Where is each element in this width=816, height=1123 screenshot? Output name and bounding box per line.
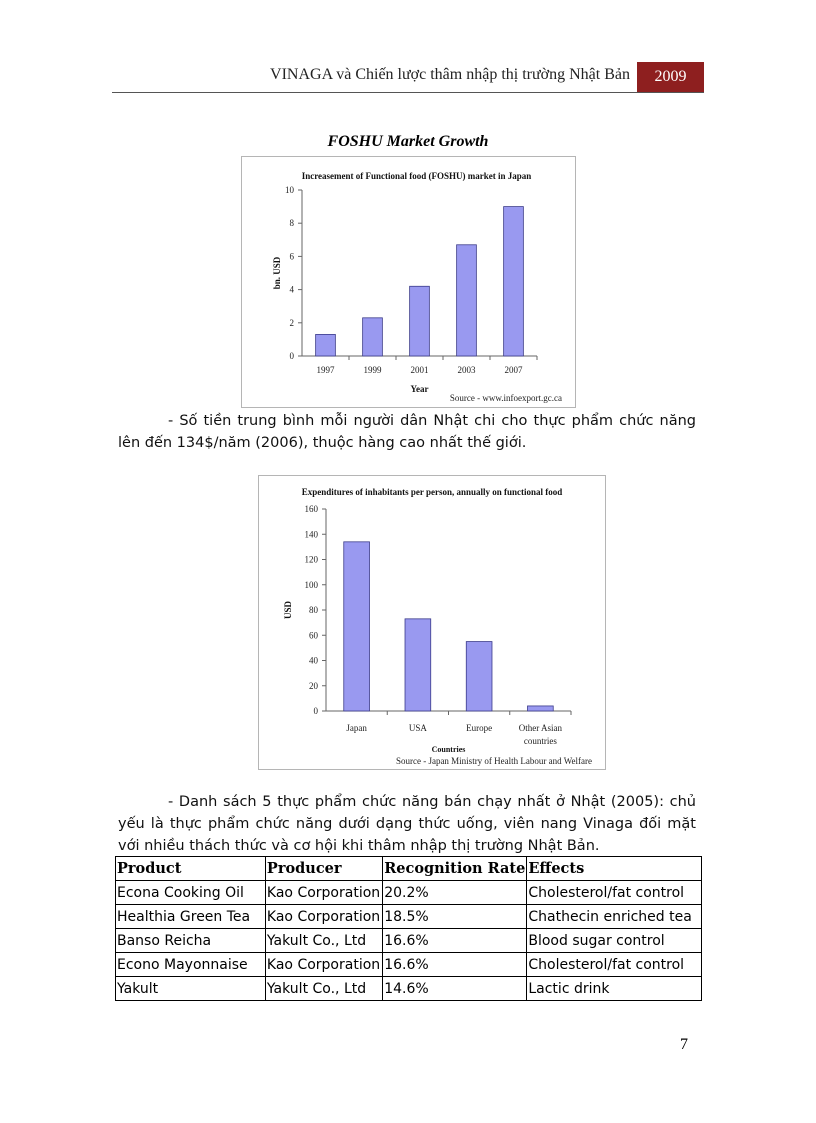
x-axis-title: Year <box>410 384 429 394</box>
x-category-label: 2003 <box>457 365 476 375</box>
x-category-label: 2007 <box>504 365 523 375</box>
y-tick-label: 80 <box>309 605 318 615</box>
x-axis-title: Countries <box>431 745 466 754</box>
table-cell-rate: 20.2% <box>383 881 527 905</box>
x-category-label: 1997 <box>316 365 335 375</box>
y-tick-label: 4 <box>289 284 294 295</box>
table-cell-producer: Yakult Co., Ltd <box>265 977 382 1001</box>
table-cell-product: Yakult <box>116 977 266 1001</box>
chart-source: Source - www.infoexport.gc.ca <box>449 393 562 403</box>
x-category-label: Japan <box>346 723 367 733</box>
paragraph-top-products: - Danh sách 5 thực phẩm chức năng bán chạy nhất ở Nhật (2005): chủ yếu là thực phẩm chức năng dưới dạng thức uống, viên nang Vinaga đối mặt với nhiều thách thức và cơ hội khi thâm nhập thị trường Nhật Bản. <box>118 794 696 854</box>
header-title: VINAGA và Chiến lược thâm nhập thị trường Nhật Bản <box>270 66 630 83</box>
table-cell-producer: Kao Corporation <box>265 905 382 929</box>
y-axis-title: USD <box>283 600 293 620</box>
header-divider <box>112 92 704 93</box>
table-cell-effects: Cholesterol/fat control <box>527 953 702 977</box>
y-tick-label: 20 <box>309 680 318 691</box>
foshu-market-chart <box>241 156 576 408</box>
chart-bar <box>363 318 383 356</box>
table-cell-rate: 16.6% <box>383 953 527 977</box>
table-cell-product: Banso Reicha <box>116 929 266 953</box>
y-tick-label: 2 <box>289 317 294 328</box>
table-cell-rate: 14.6% <box>383 977 527 1001</box>
chart-source: Source - Japan Ministry of Health Labour and Welfare <box>395 756 592 766</box>
expenditure-chart-svg <box>259 476 605 769</box>
y-tick-label: 6 <box>289 251 294 262</box>
table-cell-effects: Blood sugar control <box>527 929 702 953</box>
column-header-recognition-rate: Recognition Rate <box>383 857 527 881</box>
products-table <box>115 856 702 1001</box>
y-tick-label: 120 <box>304 554 318 565</box>
chart-bar <box>410 286 430 356</box>
table-cell-effects: Chathecin enriched tea <box>527 905 702 929</box>
y-tick-label: 10 <box>285 185 294 195</box>
chart-bar <box>344 542 370 711</box>
x-category-label: 1999 <box>363 365 382 375</box>
paragraph-spending: - Số tiền trung bình mỗi người dân Nhật chi cho thực phẩm chức năng lên đến 134$/năm (2006), thuộc hàng cao nhất thế giới. <box>118 413 696 451</box>
table-header-row <box>116 857 702 881</box>
chart-bar <box>405 619 431 711</box>
table-row <box>116 953 702 977</box>
chart-bar <box>466 642 492 711</box>
y-tick-label: 8 <box>289 218 294 229</box>
chart-bar <box>528 706 554 711</box>
table-row <box>116 977 702 1001</box>
chart-title: Expenditures of inhabitants per person, annually on functional food <box>301 487 563 497</box>
x-category-label: 2001 <box>410 365 429 375</box>
column-header-producer: Producer <box>265 857 382 881</box>
chart-bar <box>316 334 336 356</box>
chart-title: Increasement of Functional food (FOSHU) market in Japan <box>301 171 532 181</box>
chart-bar <box>504 207 524 356</box>
y-tick-label: 60 <box>309 630 318 641</box>
table-cell-producer: Kao Corporation <box>265 953 382 977</box>
y-tick-label: 0 <box>313 706 318 716</box>
table-cell-rate: 16.6% <box>383 929 527 953</box>
expenditure-chart <box>258 475 606 770</box>
table-cell-product: Econa Cooking Oil <box>116 881 266 905</box>
y-tick-label: 160 <box>304 504 318 514</box>
table-cell-effects: Cholesterol/fat control <box>527 881 702 905</box>
x-category-label-line: countries <box>523 736 557 746</box>
table-row <box>116 905 702 929</box>
table-row <box>116 881 702 905</box>
y-tick-label: 140 <box>304 529 318 540</box>
table-cell-rate: 18.5% <box>383 905 527 929</box>
y-tick-label: 100 <box>304 579 318 590</box>
chart-bar <box>457 245 477 356</box>
column-header-effects: Effects <box>527 857 702 881</box>
x-category-label: USA <box>408 723 427 733</box>
table-cell-producer: Yakult Co., Ltd <box>265 929 382 953</box>
y-axis-title: bn. USD <box>272 256 282 290</box>
table-cell-effects: Lactic drink <box>527 977 702 1001</box>
table-cell-product: Healthia Green Tea <box>116 905 266 929</box>
table-row <box>116 929 702 953</box>
table-cell-producer: Kao Corporation <box>265 881 382 905</box>
x-category-label-line: Other Asian <box>518 723 562 733</box>
x-category-label <box>519 723 563 746</box>
column-header-product: Product <box>116 857 266 881</box>
y-tick-label: 40 <box>309 655 318 666</box>
page-number: 7 <box>680 1036 688 1053</box>
table-cell-product: Econo Mayonnaise <box>116 953 266 977</box>
foshu-market-chart-svg <box>242 157 575 407</box>
header-year-badge: 2009 <box>637 62 704 92</box>
y-tick-label: 0 <box>289 351 294 361</box>
x-category-label: Europe <box>466 723 493 733</box>
figure-caption: FOSHU Market Growth <box>327 133 489 150</box>
